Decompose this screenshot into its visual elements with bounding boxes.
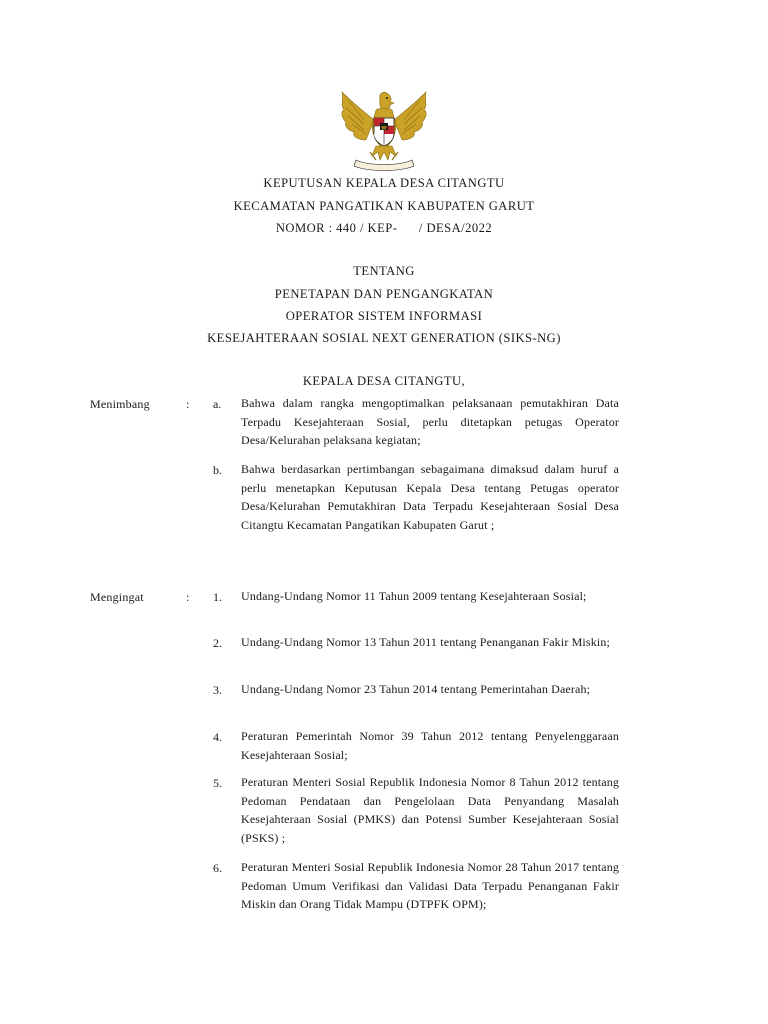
mengingat-item-1: Undang-Undang Nomor 11 Tahun 2009 tentang Kesejahteraan Sosial; <box>241 589 587 603</box>
list-marker: 1. <box>213 590 222 604</box>
menimbang-item-a: Bahwa dalam rangka mengoptimalkan pelaksanaan pemutakhiran Data Terpadu Kesejahteraan Sosial, perlu ditetapkan petugas Operator Desa/Kelurahan pelaksana kegiatan; <box>241 396 619 447</box>
subject-line-2: OPERATOR SISTEM INFORMASI <box>285 309 483 323</box>
list-marker: b. <box>213 463 222 477</box>
mengingat-colon: : <box>186 590 190 604</box>
list-marker: a. <box>213 397 222 411</box>
mengingat-item-2: Undang-Undang Nomor 13 Tahun 2011 tentang Penanganan Fakir Miskin; <box>241 635 611 649</box>
document-title-line-1: KEPUTUSAN KEPALA DESA CITANGTU <box>263 176 505 190</box>
document-title-line-2: KECAMATAN PANGATIKAN KABUPATEN GARUT <box>233 199 535 213</box>
list-marker: 6. <box>213 861 222 875</box>
menimbang-label: Menimbang <box>90 397 150 411</box>
menimbang-colon: : <box>186 397 190 411</box>
list-marker: 2. <box>213 636 222 650</box>
subject-line-1: PENETAPAN DAN PENGANGKATAN <box>274 287 494 301</box>
document-number: NOMOR : 440 / KEP- / DESA/2022 <box>275 221 493 235</box>
list-marker: 4. <box>213 730 222 744</box>
issuer-heading: KEPALA DESA CITANGTU, <box>302 374 466 388</box>
mengingat-item-3: Undang-Undang Nomor 23 Tahun 2014 tentang Pemerintahan Daerah; <box>241 682 591 696</box>
menimbang-item-b: Bahwa berdasarkan pertimbangan sebagaimana dimaksud dalam huruf a perlu menetapkan Keputusan Kepala Desa tentang Petugas operator Desa/Kelurahan Pemutakhiran Data Terpadu Kesejahteraan Sosial Desa Citangtu Kecamatan Pangatikan Kabupaten Garut ; <box>241 462 619 532</box>
mengingat-item-4: Peraturan Pemerintah Nomor 39 Tahun 2012 tentang Penyelenggaraan Kesejahteraan Sosial; <box>241 729 619 762</box>
list-marker: 3. <box>213 683 222 697</box>
mengingat-label: Mengingat <box>90 590 144 604</box>
list-marker: 5. <box>213 776 222 790</box>
garuda-pancasila-emblem-icon <box>334 90 434 172</box>
about-heading: TENTANG <box>353 264 415 278</box>
mengingat-item-6: Peraturan Menteri Sosial Republik Indonesia Nomor 28 Tahun 2017 tentang Pedoman Umum Verifikasi dan Validasi Data Terpadu Penanganan Fakir Miskin dan Orang Tidak Mampu (DTPFK OPM); <box>241 860 619 911</box>
mengingat-item-5: Peraturan Menteri Sosial Republik Indonesia Nomor 8 Tahun 2012 tentang Pedoman Pendataan dan Pengelolaan Data Penyandang Masalah Kesejahteraan Sosial (PMKS) dan Potensi Sumber Kesejahteraan Sosial (PSKS) ; <box>241 775 619 845</box>
subject-line-3: KESEJAHTERAAN SOSIAL NEXT GENERATION (SIKS-NG) <box>207 331 561 345</box>
